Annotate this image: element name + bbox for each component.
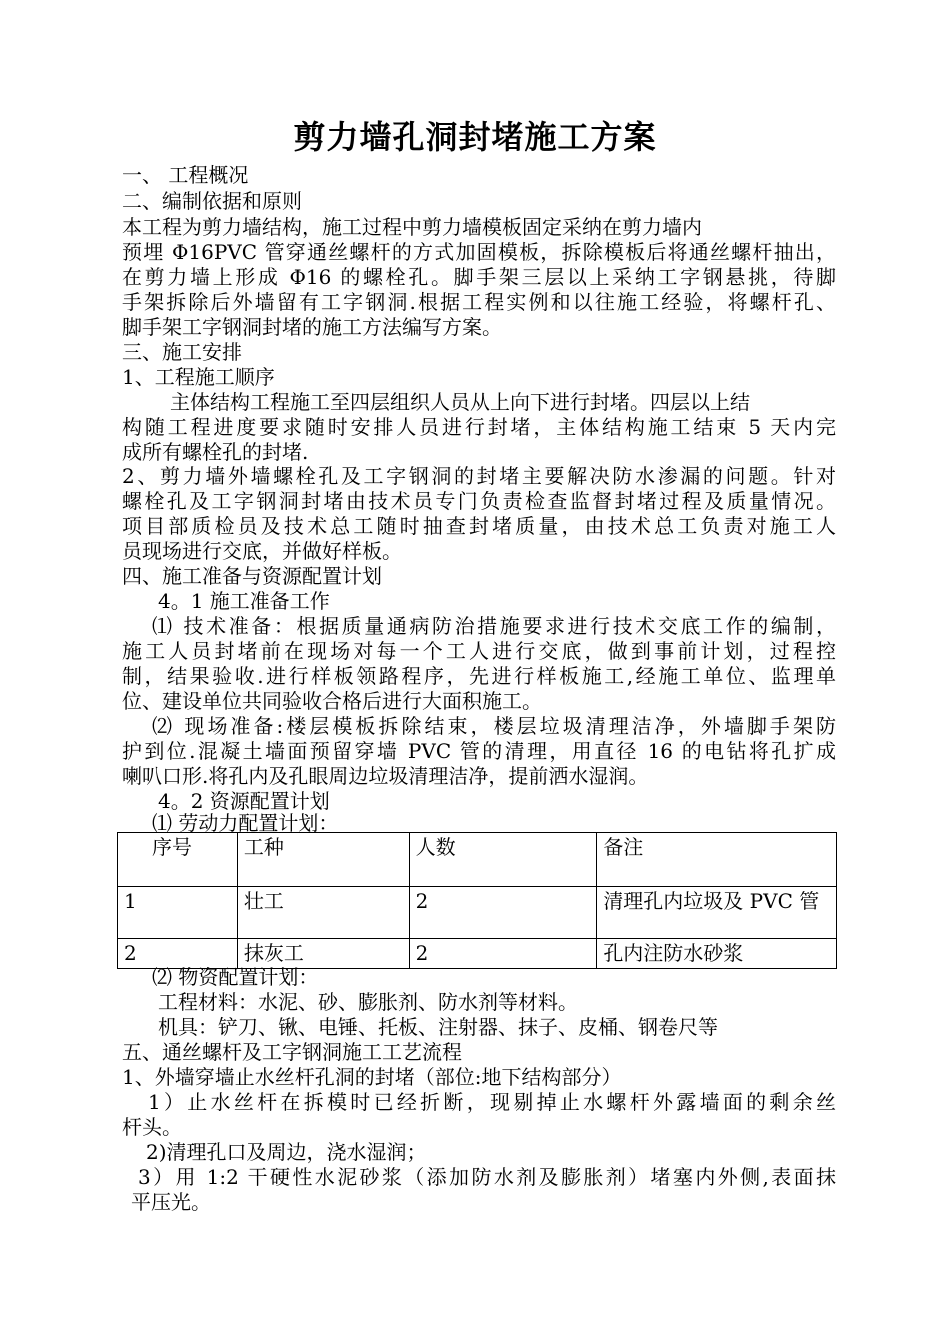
paragraph-line: 成所有螺栓孔的封堵. [122,440,309,464]
paragraph-line: ⑵ 物资配置计划： [152,965,319,989]
section-heading: 二、编制依据和原则 [122,189,302,213]
subsection-heading: 1、工程施工顺序 [122,365,275,389]
table-cell: 抹灰工 [237,939,409,969]
labor-plan-table [117,832,837,969]
table-header-row [118,833,837,887]
table-cell: 1 [118,887,238,939]
paragraph-line: 杆头。 [122,1115,182,1139]
paragraph-line: 3）用 1:2 干硬性水泥砂浆（添加防水剂及膨胀剂）堵塞内外侧,表面抹 [138,1165,836,1189]
subsection-heading: 4。1 施工准备工作 [158,589,330,613]
section-heading: 四、施工准备与资源配置计划 [122,564,382,588]
paragraph-line: 本工程为剪力墙结构，施工过程中剪力墙模板固定采纳在剪力墙内 [122,215,702,239]
subsection-heading: 4。2 资源配置计划 [158,789,330,813]
section-heading: 三、施工安排 [122,340,242,364]
paragraph-line: 位、建设单位共同验收合格后进行大面积施工。 [122,689,542,713]
table-row [118,887,837,939]
section-heading: 五、通丝螺杆及工字钢洞施工工艺流程 [122,1040,462,1064]
paragraph-line: 制，结果验收.进行样板领路程序，先进行样板施工,经施工单位、监理单 [122,664,836,688]
paragraph-line: 平压光。 [131,1190,211,1214]
paragraph-line: 2)清理孔口及周边，浇水湿润； [146,1140,427,1164]
paragraph-line: 护到位.混凝土墙面预留穿墙 PVC 管的清理，用直径 16 的电钻将孔扩成 [122,739,836,763]
table-cell: 清理孔内垃圾及 PVC 管 [597,887,837,939]
paragraph-line: ⑴ 劳动力配置计划： [152,811,339,835]
paragraph-line: 喇叭口形.将孔内及孔眼周边垃圾清理洁净，提前洒水湿润。 [122,764,649,788]
paragraph-line: 在剪力墙上形成 Φ16 的螺栓孔。脚手架三层以上采纳工字钢悬挑，待脚 [122,265,836,289]
table-cell: 壮工 [237,887,409,939]
table-cell: 2 [409,887,597,939]
table-cell: 孔内注防水砂浆 [597,939,837,969]
document-title: 剪力墙孔洞封堵施工方案 [293,118,657,156]
table-cell: 2 [118,939,238,969]
paragraph-line: 构随工程进度要求随时安排人员进行封堵，主体结构施工结束 5 天内完 [122,415,836,439]
table-header-cell: 序号 [118,833,238,887]
section-heading: 一、 工程概况 [122,163,249,187]
paragraph-line: 机具：铲刀、锹、电锤、托板、注射器、抹子、皮桶、钢卷尺等 [158,1015,718,1039]
table-header-cell: 备注 [597,833,837,887]
table-header-cell: 工种 [237,833,409,887]
paragraph-line: ⑵ 现场准备:楼层模板拆除结束，楼层垃圾清理洁净，外墙脚手架防 [152,714,836,738]
paragraph-line: 手架拆除后外墙留有工字钢洞.根据工程实例和以往施工经验，将螺杆孔、 [122,290,836,314]
paragraph-line: 项目部质检员及技术总工随时抽查封堵质量，由技术总工负责对施工人 [122,514,836,538]
paragraph-line: ⑴ 技术准备：根据质量通病防治措施要求进行技术交底工作的编制， [152,614,836,638]
paragraph-line: 工程材料：水泥、砂、膨胀剂、防水剂等材料。 [158,990,578,1014]
subsection-heading: 1、外墙穿墙止水丝杆孔洞的封堵（部位:地下结构部分） [122,1065,622,1089]
paragraph-line: 螺栓孔及工字钢洞封堵由技术员专门负责检查监督封堵过程及质量情况。 [122,489,836,513]
paragraph-line: 预埋 Φ16PVC 管穿通丝螺杆的方式加固模板，拆除模板后将通丝螺杆抽出， [122,240,836,264]
paragraph-line: 员现场进行交底，并做好样板。 [122,539,402,563]
table-header-cell: 人数 [409,833,597,887]
paragraph-line: 施工人员封堵前在现场对每一个工人进行交底，做到事前计划，过程控 [122,639,836,663]
paragraph-line: 脚手架工字钢洞封堵的施工方法编写方案。 [122,315,502,339]
paragraph-line: 2、剪力墙外墙螺栓孔及工字钢洞的封堵主要解决防水渗漏的问题。针对 [122,464,836,488]
table-cell: 2 [409,939,597,969]
paragraph-line: 1）止水丝杆在拆模时已经折断，现剔掉止水螺杆外露墙面的剩余丝 [148,1090,836,1114]
paragraph-line: 主体结构工程施工至四层组织人员从上向下进行封堵。四层以上结 [170,390,750,414]
